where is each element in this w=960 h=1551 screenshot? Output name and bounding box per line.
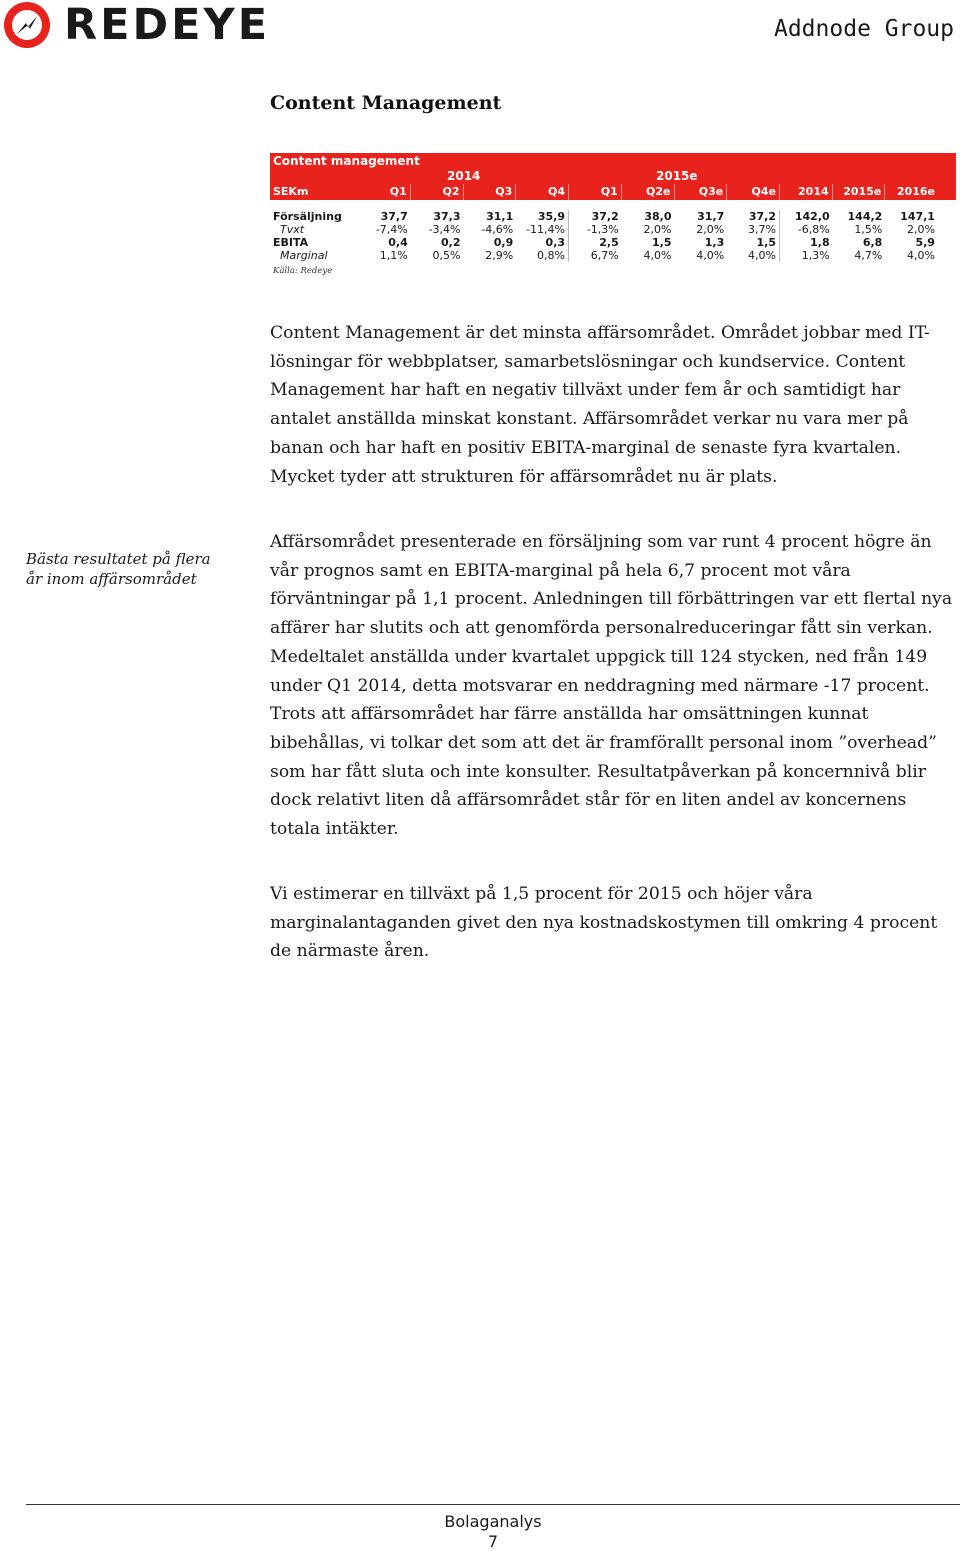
year-label-2014: 2014 (447, 169, 481, 183)
table-title: Content management (273, 154, 420, 168)
table-cell: 4,0% (727, 249, 780, 262)
table-row (270, 223, 956, 236)
table-header (270, 153, 956, 200)
table-cell: 37,2 (727, 210, 780, 223)
table-cell: -6,8% (797, 223, 830, 236)
table-cell: 2,0% (696, 223, 725, 236)
column-header: Q4e (727, 184, 780, 200)
table-cell: 4,0% (643, 249, 672, 262)
table-cell: -3,4% (428, 223, 461, 236)
table-cell: 1,8 (810, 236, 830, 249)
financial-table (270, 153, 956, 276)
year-label-2015e: 2015e (656, 169, 698, 183)
table-cell: 6,7% (590, 249, 619, 262)
table-cell: 1,5 (727, 236, 780, 249)
column-header: Q1 (569, 184, 622, 200)
column-header: 2014 (780, 184, 833, 200)
column-header: Q2 (411, 184, 464, 200)
column-header: 2016e (896, 185, 935, 198)
table-cell: 4,7% (854, 249, 883, 262)
table-column-headers (270, 184, 956, 200)
column-header: 2015e (833, 184, 886, 200)
table-cell: 5,9 (915, 236, 935, 249)
table-cell: 4,0% (696, 249, 725, 262)
table-cell: -7,4% (375, 223, 408, 236)
company-name: Addnode Group (773, 16, 954, 42)
redeye-eye-icon (4, 2, 50, 48)
table-source: Källa: Redeye (273, 266, 333, 276)
table-body (270, 210, 956, 262)
column-header: Q3e (675, 184, 728, 200)
table-cell: 1,3 (704, 236, 725, 249)
margin-note: Bästa resultatet på flera år inom affärsområdet (26, 550, 211, 588)
table-row (270, 249, 956, 262)
row-label: Tvxt (280, 223, 305, 236)
table-cell: -4,6% (481, 223, 514, 236)
section-title: Content Management (270, 92, 502, 114)
page-number: 7 (487, 1532, 499, 1551)
table-cell: 2,9% (485, 249, 514, 262)
table-year-row (270, 169, 956, 184)
table-row (270, 210, 956, 223)
table-cell: 4,0% (907, 249, 935, 262)
table-cell: 0,8% (516, 249, 569, 262)
table-cell: 2,5 (599, 236, 619, 249)
table-cell: 0,3 (516, 236, 569, 249)
table-cell: 142,0 (794, 210, 830, 223)
row-label: Marginal (280, 249, 328, 262)
table-cell: 37,3 (433, 210, 461, 223)
redeye-logo (4, 2, 270, 48)
footer-divider (26, 1504, 960, 1505)
paragraph-intro: Content Management är det minsta affärsområdet. Området jobbar med IT-lösningar för webbplatser, samarbetslösningar och kundservice. Content Management har haft en negativ tillväxt under fem år och samtidigt har antalet anställda minskat konstant. Affärsområdet verkar nu vara mer på banan och har haft en positiv EBITA-marginal de senaste fyra kvartalen. Mycket tyder att strukturen för affärsområdet nu är plats. (270, 323, 930, 487)
table-cell: 2,0% (907, 223, 935, 236)
table-cell: 144,2 (847, 210, 883, 223)
footer-title: Bolaganalys (444, 1512, 542, 1531)
table-cell: 31,7 (697, 210, 725, 223)
table-row (270, 236, 956, 249)
row-label: Försäljning (273, 210, 342, 223)
logo-text: REDEYE (64, 0, 271, 50)
row-label: EBITA (273, 236, 309, 249)
table-cell: 1,5 (652, 236, 672, 249)
table-cell: 6,8 (862, 236, 883, 249)
table-cell: 37,2 (591, 210, 619, 223)
column-header: SEKm (273, 185, 309, 198)
column-header: Q1 (358, 184, 411, 200)
column-header: Q4 (516, 184, 569, 200)
table-cell: -11,4% (516, 223, 569, 236)
page-header (0, 0, 960, 60)
paragraph-estimate: Vi estimerar en tillväxt på 1,5 procent för 2015 och höjer våra marginalantaganden givet den nya kostnadskostymen till omkring 4 procent de närmaste åren. (270, 884, 938, 962)
table-cell: 0,9 (493, 236, 514, 249)
column-header: Q3 (464, 184, 517, 200)
table-cell: -1,3% (586, 223, 619, 236)
table-cell: 1,3% (801, 249, 830, 262)
table-cell: 35,9 (516, 210, 569, 223)
table-cell: 1,1% (379, 249, 408, 262)
table-cell: 38,0 (644, 210, 672, 223)
table-cell: 2,0% (643, 223, 672, 236)
table-cell: 0,2 (441, 236, 461, 249)
table-cell: 3,7% (727, 223, 780, 236)
table-cell: 147,1 (900, 210, 935, 223)
table-cell: 1,5% (854, 223, 883, 236)
column-header: Q2e (622, 184, 675, 200)
table-cell: 0,5% (432, 249, 461, 262)
table-cell: 0,4 (388, 236, 408, 249)
paragraph-results: Affärsområdet presenterade en försäljning som var runt 4 procent högre än vår prognos samt en EBITA-marginal på hela 6,7 procent mot våra förväntningar på 1,1 procent. Anledningen till förbättringen var ett flertal nya affärer har slutits och att genomförda personalreduceringar fått sin verkan. Medeltalet anställda under kvartalet uppgick till 124 stycken, ned från 149 under Q1 2014, detta motsvarar en neddragning med närmare -17 procent. Trots att affärsområdet har färre anställda har omsättningen kunnat bibehållas, vi tolkar det som att det är framförallt personal inom ”overhead” som har fått sluta och inte konsulter. Resultatpåverkan på koncernnivå blir dock relativt liten då affärsområdet står för en liten andel av koncernens totala intäkter. (270, 532, 953, 840)
table-cell: 37,7 (380, 210, 408, 223)
table-cell: 31,1 (486, 210, 514, 223)
